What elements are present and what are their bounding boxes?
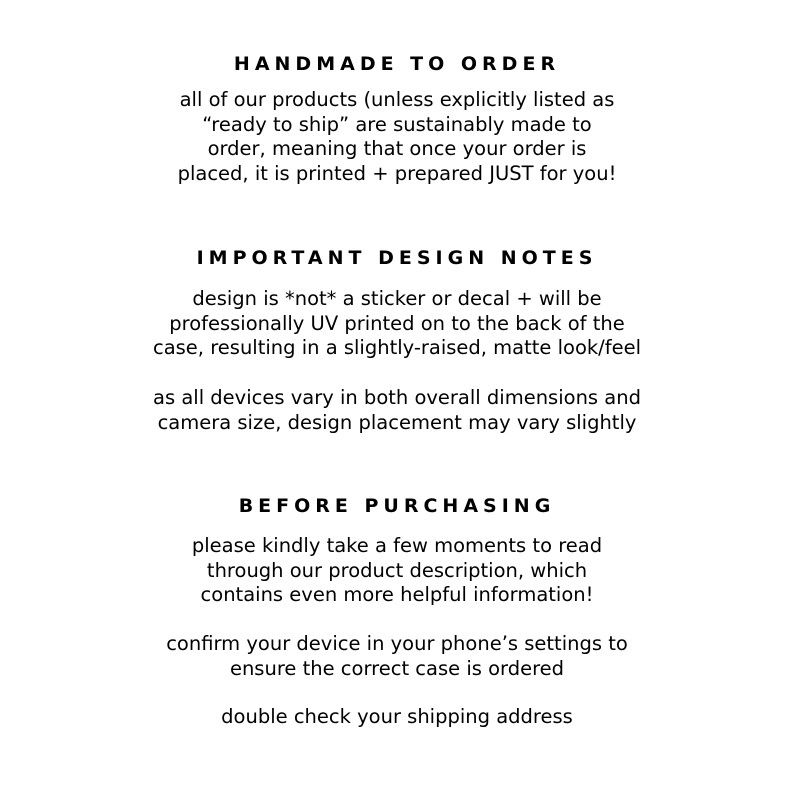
section-heading-handmade-to-order: HANDMADE TO ORDER — [233, 53, 561, 75]
paragraph-line: professionally UV printed on to the back of the — [169, 311, 625, 335]
paragraph-line: ensure the correct case is ordered — [229, 656, 565, 680]
paragraph-line: design is *not* a sticker or decal + will be — [192, 287, 602, 310]
paragraph-line: please kindly take a few moments to read — [191, 534, 603, 557]
handmade-paragraph — [0, 88, 794, 186]
paragraph-line: placed, it is printed + prepared JUST for you! — [177, 161, 617, 185]
design-notes-paragraph-1 — [0, 287, 794, 361]
paragraph-line: camera size, design placement may vary slightly — [157, 410, 637, 434]
paragraph-line: through our product description, which — [206, 558, 588, 582]
paragraph-line: contains even more helpful information! — [200, 583, 594, 606]
paragraph-line: confirm your device in your phone’s settings to — [166, 632, 628, 655]
before-purchasing-paragraph-2 — [0, 632, 794, 681]
section-heading-before-purchasing: BEFORE PURCHASING — [238, 495, 556, 517]
paragraph-line: case, resulting in a slightly-raised, matte look/feel — [152, 336, 642, 359]
paragraph-line: double check your shipping address — [221, 705, 573, 728]
section-heading-important-design-notes: IMPORTANT DESIGN NOTES — [196, 247, 598, 269]
paragraph-line: all of our products (unless explicitly listed as — [179, 88, 615, 111]
paragraph-line: as all devices vary in both overall dimensions and — [153, 386, 641, 409]
paragraph-line: “ready to ship” are sustainably made to — [202, 112, 592, 136]
paragraph-line: order, meaning that once your order is — [207, 137, 587, 160]
before-purchasing-paragraph-3 — [0, 705, 794, 730]
design-notes-paragraph-2 — [0, 386, 794, 435]
before-purchasing-paragraph-1 — [0, 534, 794, 608]
